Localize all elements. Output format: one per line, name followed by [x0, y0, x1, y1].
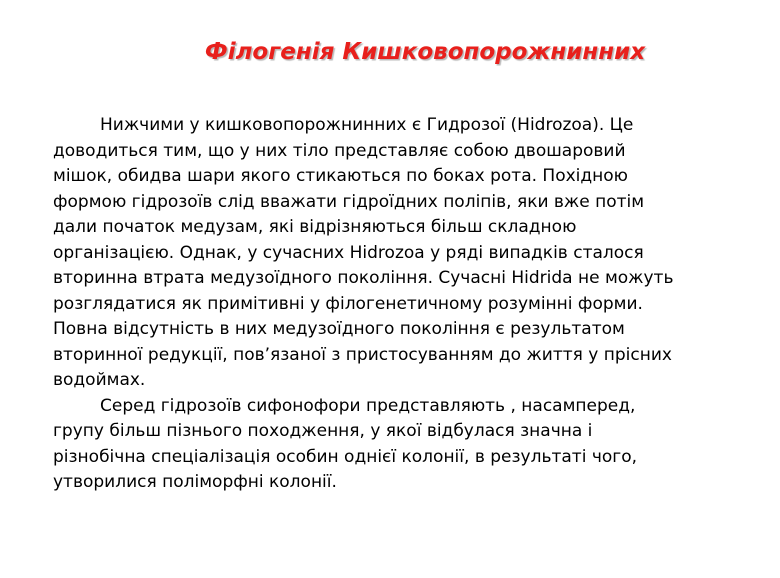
text-line: утворилися поліморфні колонії.	[53, 472, 337, 492]
slide-body	[53, 113, 753, 496]
text-line: Повна відсутність в них медузоїдного покоління є результатом	[53, 319, 625, 339]
text-line: формою гідрозоїв слід вважати гідроїдних поліпів, яки вже потім	[53, 191, 645, 212]
text-line: групу більш пізнього походження, у якої відбулася значна і	[53, 421, 593, 441]
paragraph-2	[53, 394, 753, 496]
text-line: організацією. Однак, у сучасних Hidrozoa у ряді випадків сталося	[53, 242, 644, 263]
text-line: розглядатися як примітивні у філогенетичному розумінні форми.	[53, 293, 643, 314]
text-line: Нижчими у кишковопорожнинних є Гидрозої (Hidrozoa). Це	[100, 115, 634, 135]
text-line: Серед гідрозоїв сифонофори представляють , насамперед,	[100, 395, 636, 416]
text-line: різнобічна спеціалізація особин однієї колонії, в результаті чого,	[53, 446, 638, 467]
text-line: доводиться тим, що у них тіло представляє собою двошаровий	[53, 140, 626, 161]
text-line: дали початок медузам, які відрізняються більш складною	[53, 217, 577, 237]
text-line: вторинна втрата медузоїдного покоління. Сучасні Hidrida не можуть	[53, 268, 674, 288]
text-line: мішок, обидва шари якого стикаються по боках рота. Похідною	[53, 166, 628, 186]
paragraph-1	[53, 113, 753, 394]
text-line: водоймах.	[53, 370, 146, 390]
text-line: вторинної редукції, пов’язаної з пристосуванням до життя у прісних	[53, 344, 672, 365]
slide-title: Філогенія Кишковопорожнинних	[204, 39, 646, 65]
